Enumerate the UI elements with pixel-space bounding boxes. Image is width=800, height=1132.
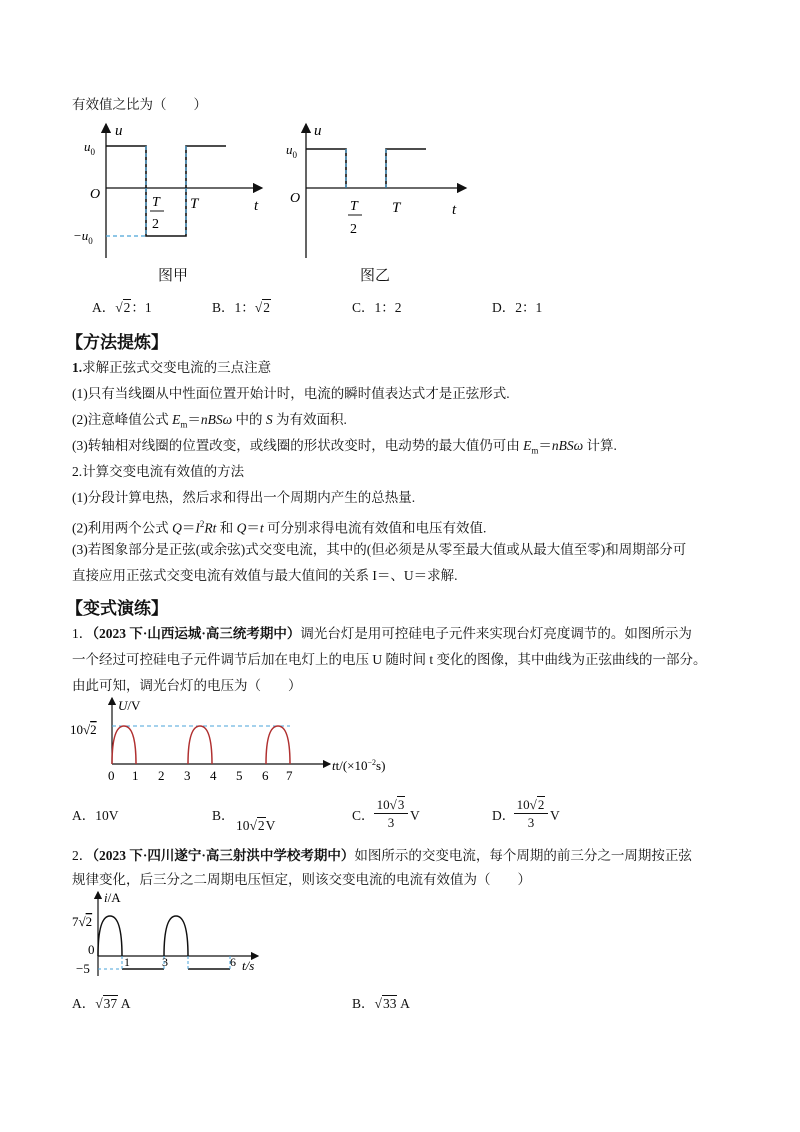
method-p1: 1.求解正弦式交变电流的三点注意 <box>72 360 272 375</box>
neg-level-label: $-u_0$ <box>73 228 93 246</box>
q2-option-b[interactable]: B．√33 A <box>352 996 410 1011</box>
method-p2-3b: 直接应用正弦式交变电流有效值与最大值间的关系 I＝、U＝求解. <box>72 568 458 583</box>
q1-line2: 一个经过可控硅电子元件调节后加在电灯上的电压 U 随时间 t 变化的图像，其中曲线为正弦曲线的一部分。 <box>72 652 707 667</box>
q0-option-c[interactable]: C．1：2 <box>352 300 402 315</box>
origin-label: O <box>90 187 101 202</box>
pulse-1 <box>112 726 136 764</box>
period-label: T <box>190 196 199 212</box>
q1-line1: 1．（2023 下·山西运城·高三统考期中）调光台灯是用可控硅电子元件来实现台灯亮度调节的。如图所示为 <box>72 626 692 641</box>
figure-jia-caption: 图甲 <box>158 268 189 284</box>
tick-label: 3 <box>162 955 168 969</box>
half-period-den: 2 <box>152 217 159 232</box>
q2-line2: 规律变化，后三分之二周期电压恒定，则该交变电流的电流有效值为（ ） <box>72 872 531 887</box>
tick-label: 3 <box>184 768 191 783</box>
method-p2-3a: (3)若图象部分是正弦(或余弦)式交变电流，其中的(但必须是从零至最大值或从最大值至零)和周期部分可 <box>72 542 687 557</box>
q0-option-a[interactable]: A．√2：1 <box>92 300 152 315</box>
figure-yi <box>280 118 480 268</box>
y-axis-label: i/A <box>104 890 121 905</box>
peak-label: 10√2 <box>70 722 97 737</box>
q0-option-d[interactable]: D．2：1 <box>492 300 543 315</box>
pulse-1 <box>306 149 346 188</box>
q2-current-chart <box>70 888 270 980</box>
x-axis-label: t <box>452 202 457 218</box>
method-p1-1: (1)只有当线圈从中性面位置开始计时，电流的瞬时值表达式才是正弦形式. <box>72 386 510 401</box>
figure-jia <box>70 118 280 288</box>
tick-label: 1 <box>132 768 139 783</box>
tick-label: 0 <box>108 768 115 783</box>
sine-pulse-1 <box>98 916 122 956</box>
y-axis-label: u <box>314 123 322 139</box>
method-p1-3: (3)转轴相对线圈的位置改变，或线圈的形状改变时，电动势的最大值仍可由 $E_m=nBS\omega$ 计算. <box>72 438 617 456</box>
q1-option-c-letter[interactable]: C． <box>352 808 375 823</box>
half-period-den: 2 <box>350 222 357 237</box>
x-axis-label: t <box>254 198 259 214</box>
q1-option-d-unit: V <box>550 808 560 823</box>
tick-label: 4 <box>210 768 217 783</box>
pos-level-label: $u_0$ <box>84 139 95 157</box>
question-tail: 有效值之比为（ ） <box>72 97 207 112</box>
y-axis-label: u <box>115 123 123 139</box>
neg-label: −5 <box>76 961 90 976</box>
q2-line1: 2．（2023 下·四川遂宁·高三射洪中学校考期中）如图所示的交变电流，每个周期的前三分之一周期按正弦 <box>72 848 692 863</box>
x-axis-label: $tt/(\times 10^{-2}s)$ <box>332 758 386 773</box>
half-period-num: T <box>152 195 160 210</box>
q1-voltage-chart <box>68 694 408 786</box>
half-period-num: T <box>350 199 358 214</box>
q1-line3: 由此可知，调光台灯的电压为（ ） <box>72 678 302 693</box>
tick-label: 2 <box>158 768 165 783</box>
q2-option-a[interactable]: A．√37 A <box>72 996 131 1011</box>
method-p1-2: (2)注意峰值公式 $E_m=nBS\omega$ 中的 S 为有效面积. <box>72 412 347 430</box>
q1-option-d-fraction[interactable]: 10√2 3 <box>514 797 548 830</box>
y-axis-label: U/V <box>118 698 141 713</box>
q1-option-c-unit: V <box>410 808 420 823</box>
method-p2: 2.计算交变电流有效值的方法 <box>72 464 245 479</box>
q1-option-a[interactable]: A．10V <box>72 808 119 823</box>
zero-label: 0 <box>88 942 95 957</box>
method-p2-1: (1)分段计算电热，然后求和得出一个周期内产生的总热量. <box>72 490 416 505</box>
q1-option-d-letter[interactable]: D． <box>492 808 516 823</box>
x-axis-label: t/s <box>242 958 255 973</box>
pos-level-label: $u_0$ <box>286 142 297 160</box>
pulse-2 <box>188 726 212 764</box>
origin-label: O <box>290 191 301 206</box>
pulse-2 <box>386 149 426 188</box>
sine-pulse-2 <box>164 916 188 956</box>
q1-option-c-fraction[interactable]: 10√3 3 <box>374 797 408 830</box>
figure-yi-caption: 图乙 <box>360 268 391 284</box>
tick-label: 7 <box>286 768 293 783</box>
method-p2-2: (2)利用两个公式 $Q=I^2Rt$ 和 Q＝t 可分别求得电流有效值和电压有效值. <box>72 519 487 536</box>
method-heading: 【方法提炼】 <box>66 333 168 352</box>
peak-label: 7√2 <box>72 914 93 929</box>
q0-option-b[interactable]: B．1：√2 <box>212 300 270 315</box>
practice-heading: 【变式演练】 <box>66 599 168 618</box>
pulse-3 <box>266 726 290 764</box>
tick-label: 1 <box>124 955 130 969</box>
tick-label: 6 <box>262 768 269 783</box>
q1-option-b-letter[interactable]: B． <box>212 808 235 823</box>
q1-option-b-value[interactable]: 10√2V <box>236 818 276 833</box>
tick-label: 5 <box>236 768 243 783</box>
period-label: T <box>392 200 401 216</box>
tick-label: 6 <box>230 955 236 969</box>
square-wave <box>106 146 226 236</box>
